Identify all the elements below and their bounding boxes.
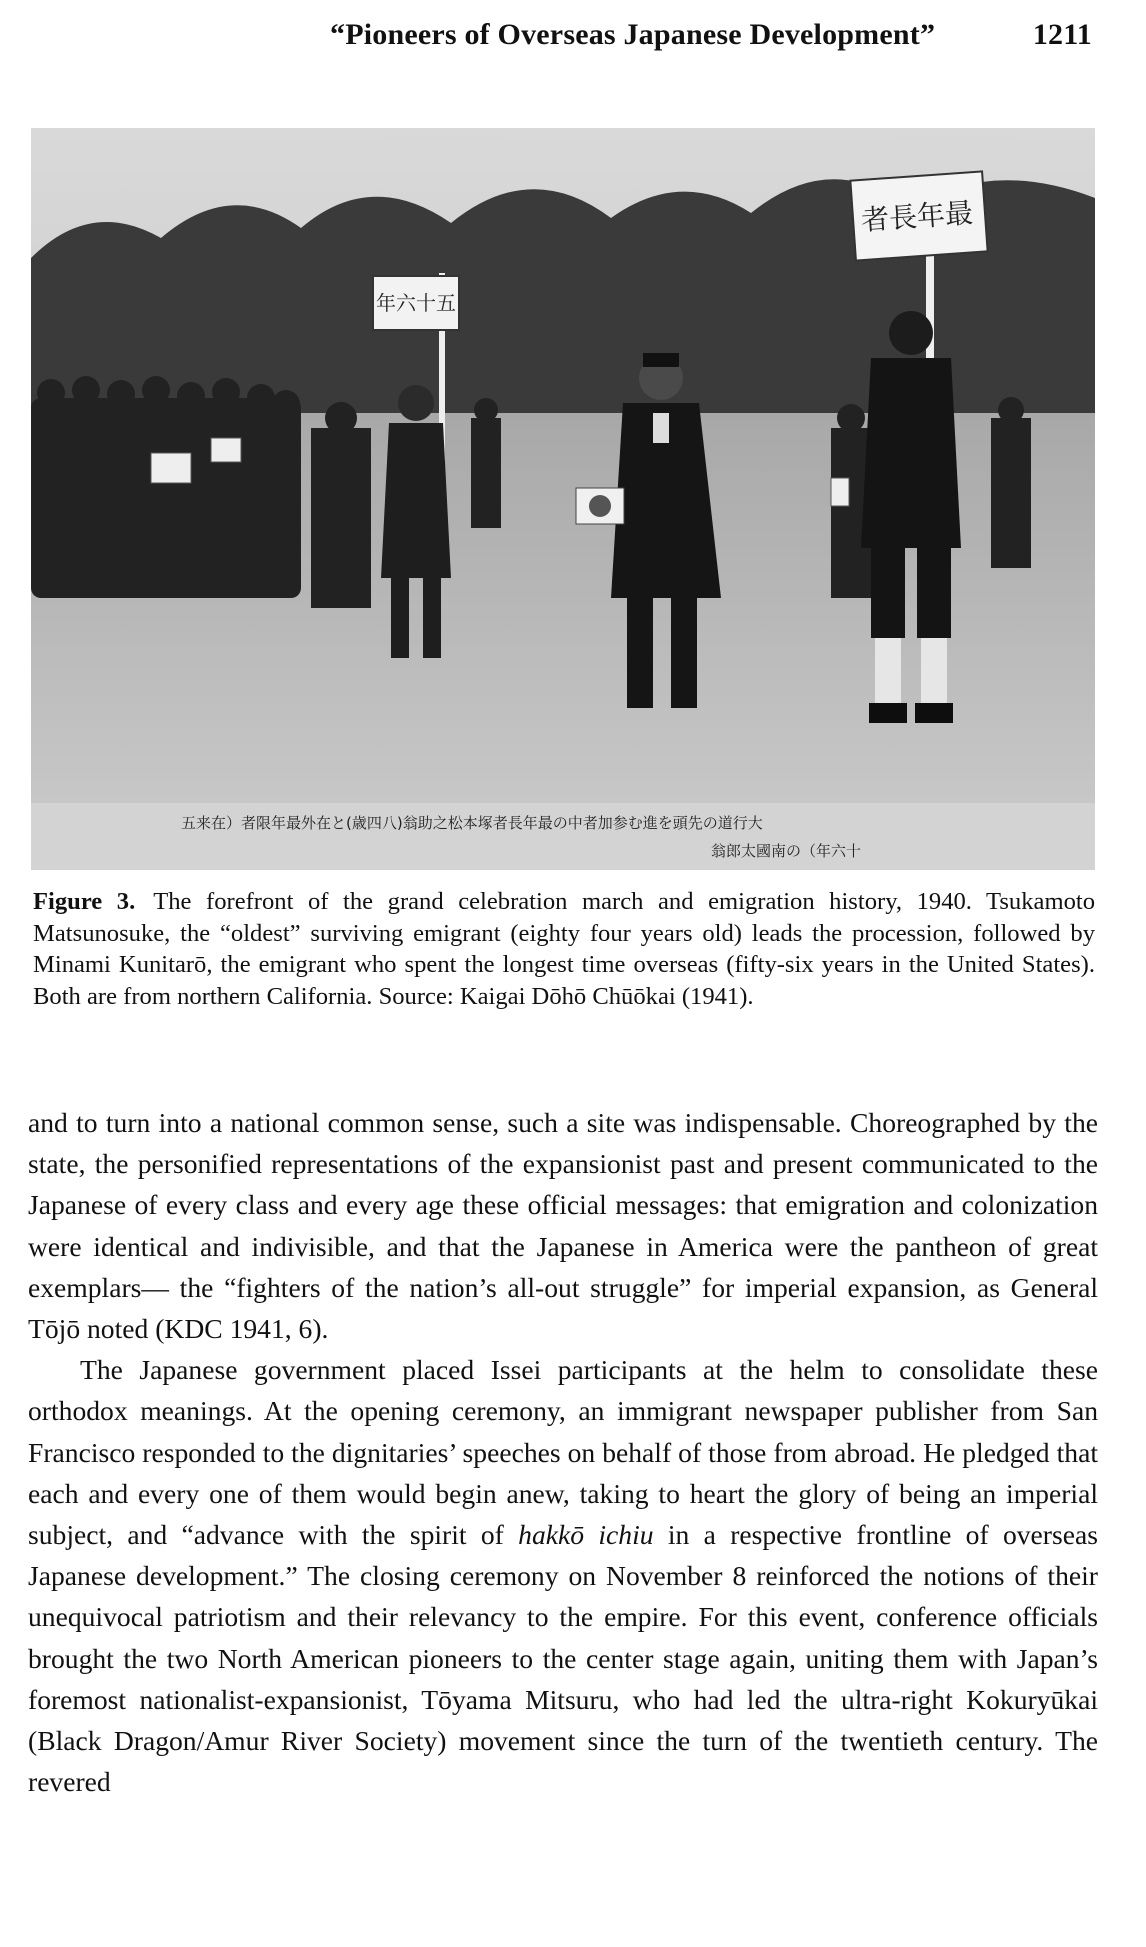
running-title: “Pioneers of Overseas Japanese Development” <box>330 18 936 51</box>
running-head <box>330 18 1092 52</box>
paragraph-2-italic-term: hakkō ichiu <box>518 1519 654 1551</box>
figure-caption <box>33 886 1095 1012</box>
figure-label: Figure 3. <box>33 888 136 915</box>
photo-caption-line1: 五来在）者限年最外在と(歳四八)翁助之松本塚者長年最の中者加参む進を頭先の道行大 <box>181 814 763 832</box>
body-text <box>28 1102 1098 1802</box>
paragraph-2 <box>28 1349 1098 1802</box>
page-number: 1211 <box>1032 18 1092 51</box>
sign-left-text: 年六十五 <box>376 291 456 315</box>
figure-photo <box>31 128 1095 870</box>
paragraph-2-end: in a respective frontline of overseas Japanese development.” The closing ceremony on November 8 reinforced the notions of their unequivocal patriotism and their relevancy to the empire. For this event, conference officials brought the two North American pioneers to the center stage again, uniting them with Japan’s foremost nationalist-expansionist, Tōyama Mitsuru, who had led the ultra-right Kokuryūkai (Black Dragon/Amur River Society) movement since the turn of the twentieth century. The revered <box>28 1519 1098 1798</box>
figure-caption-text: The forefront of the grand celebration march and emigration history, 1940. Tsukamoto Matsunosuke, the “oldest” surviving emigrant (eighty four years old) leads the procession, followed by Minami Kunitarō, the emigrant who spent the longest time overseas (fifty-six years in the United States). Both are from northern California. Source: Kaigai Dōhō Chūōkai (1941). <box>33 888 1096 1010</box>
sign-right-text: 者長年最 <box>860 196 975 238</box>
photo-caption-line2: 翁郎太國南の（年六十 <box>711 842 862 860</box>
photo-illustration <box>31 128 1095 870</box>
paragraph-2-start: The Japanese government placed Issei participants at the helm to consolidate these orthodox meanings. At the opening ceremony, an immigrant newspaper publisher from San Francisco responded to the dignitaries’ speeches on behalf of those from abroad. He pledged that each and every one of them would begin anew, taking to heart the glory of being an imperial subject, and “advance with the spirit of <box>28 1354 1098 1551</box>
paragraph-1: and to turn into a national common sense, such a site was indispensable. Choreographed by the state, the personified representations of the expansionist past and present communicated to the Japanese of every class and every age these official messages: that emigration and colonization were identical and indivisible, and that the Japanese in America were the pantheon of great exemplars— the “fighters of the nation’s all-out struggle” for imperial expansion, as General Tōjō noted (KDC 1941, 6). <box>28 1107 1098 1345</box>
